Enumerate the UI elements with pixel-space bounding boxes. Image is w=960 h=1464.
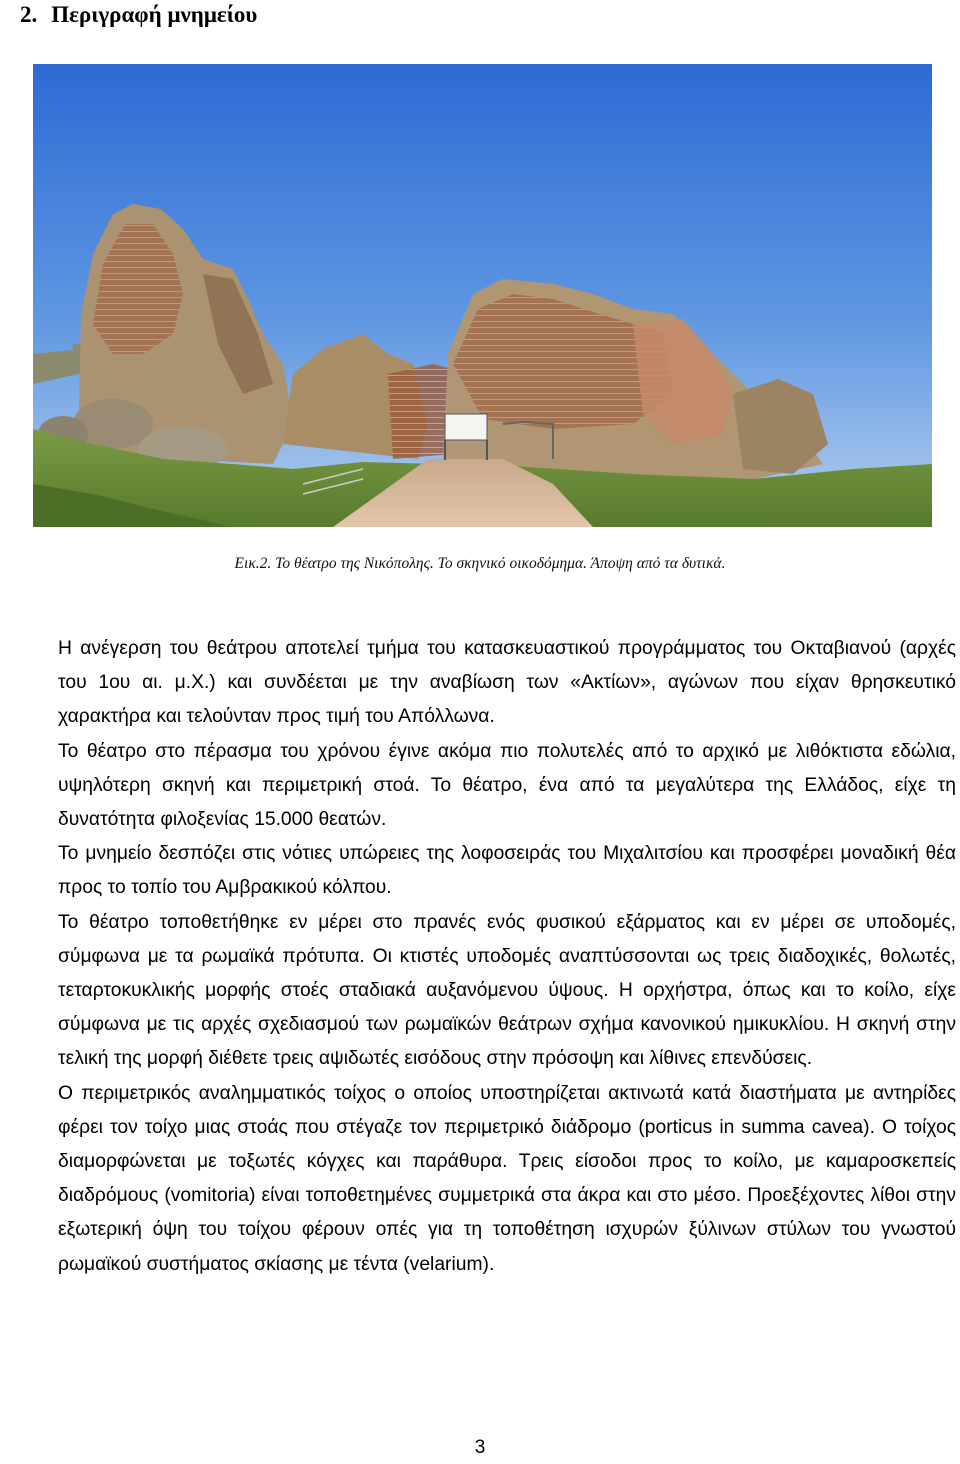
theatre-photo xyxy=(33,64,932,527)
body-text xyxy=(58,632,956,1282)
paragraph-4: Το θέατρο τοποθετήθηκε εν μέρει στο πρανές ενός φυσικού εξάρματος και εν μέρει σε υποδομές, σύμφωνα με τα ρωμαϊκά πρότυπα. Οι κτιστές υποδομές αναπτύσσονται ως τρεις διαδοχικές, θολωτές, τεταρτοκυκλικής μορφής στοές σταδιακά αυξανόμενου ύψους. Η ορχήστρα, όπως και το κοίλο, είχε σύμφωνα με τις αρχές σχεδιασμού των ρωμαϊκών θεάτρων σχήμα κανονικού ημικυκλίου. Η σκηνή στην τελική της μορφή διέθετε τρεις αψιδωτές εισόδους στην πρόσοψη και λίθινες επενδύσεις. xyxy=(58,911,956,1070)
paragraph-2: Το θέατρο στο πέρασμα του χρόνου έγινε ακόμα πιο πολυτελές από το αρχικό με λιθόκτιστα εδώλια, υψηλότερη σκηνή και περιμετρική στοά. Το θέατρο, ένα από τα μεγαλύτερα της Ελλάδος, είχε τη δυνατότητα φιλοξενίας 15.000 θεατών. xyxy=(58,740,956,831)
paragraph-5: Ο περιμετρικός αναλημματικός τοίχος ο οποίος υποστηρίζεται ακτινωτά κατά διαστήματα με αντηρίδες φέρει τον τοίχο μιας στοάς που στέγαζε τον περιμετρικό διάδρομο (porticus in summa cavea). Ο τοίχος διαμορφώνεται με τοξωτές κόγχες και παράθυρα. Τρεις είσοδοι προς το κοίλο, με καμαροσκεπείς διαδρόμους (vomitoria) είναι τοποθετημένες συμμετρικά στα άκρα και στο μέσο. Προεξέχοντες λίθοι στην εξωτερική όψη του τοίχου φέρουν οπές για τη τοποθέτηση ισχυρών ξύλινων στύλων του γνωστού ρωμαϊκού συστήματος σκίασης με τέντα (velarium). xyxy=(58,1082,956,1275)
paragraph-3: Το μνημείο δεσπόζει στις νότιες υπώρειες της λοφοσειράς του Μιχαλιτσίου και προσφέρει μοναδική θέα προς το τοπίο του Αμβρακικού κόλπου. xyxy=(58,843,956,899)
page-number: 3 xyxy=(474,1437,486,1458)
section-number: 2. xyxy=(20,2,38,27)
section-heading xyxy=(20,2,257,28)
section-title: Περιγραφή μνημείου xyxy=(51,2,258,27)
paragraph-1: Η ανέγερση του θεάτρου αποτελεί τμήμα του κατασκευαστικού προγράμματος του Οκταβιανού (αρχές του 1ου αι. μ.Χ.) και συνδέεται με την αναβίωση των «Ακτίων», αγώνων που είχαν θρησκευτικό χαρακτήρα και τελούνταν προς τιμή του Απόλλωνα. xyxy=(58,638,956,728)
figure-caption: Εικ.2. Το θέατρο της Νικόπολης. Το σκηνικό οικοδόμημα. Άποψη από τα δυτικά. xyxy=(234,555,726,572)
